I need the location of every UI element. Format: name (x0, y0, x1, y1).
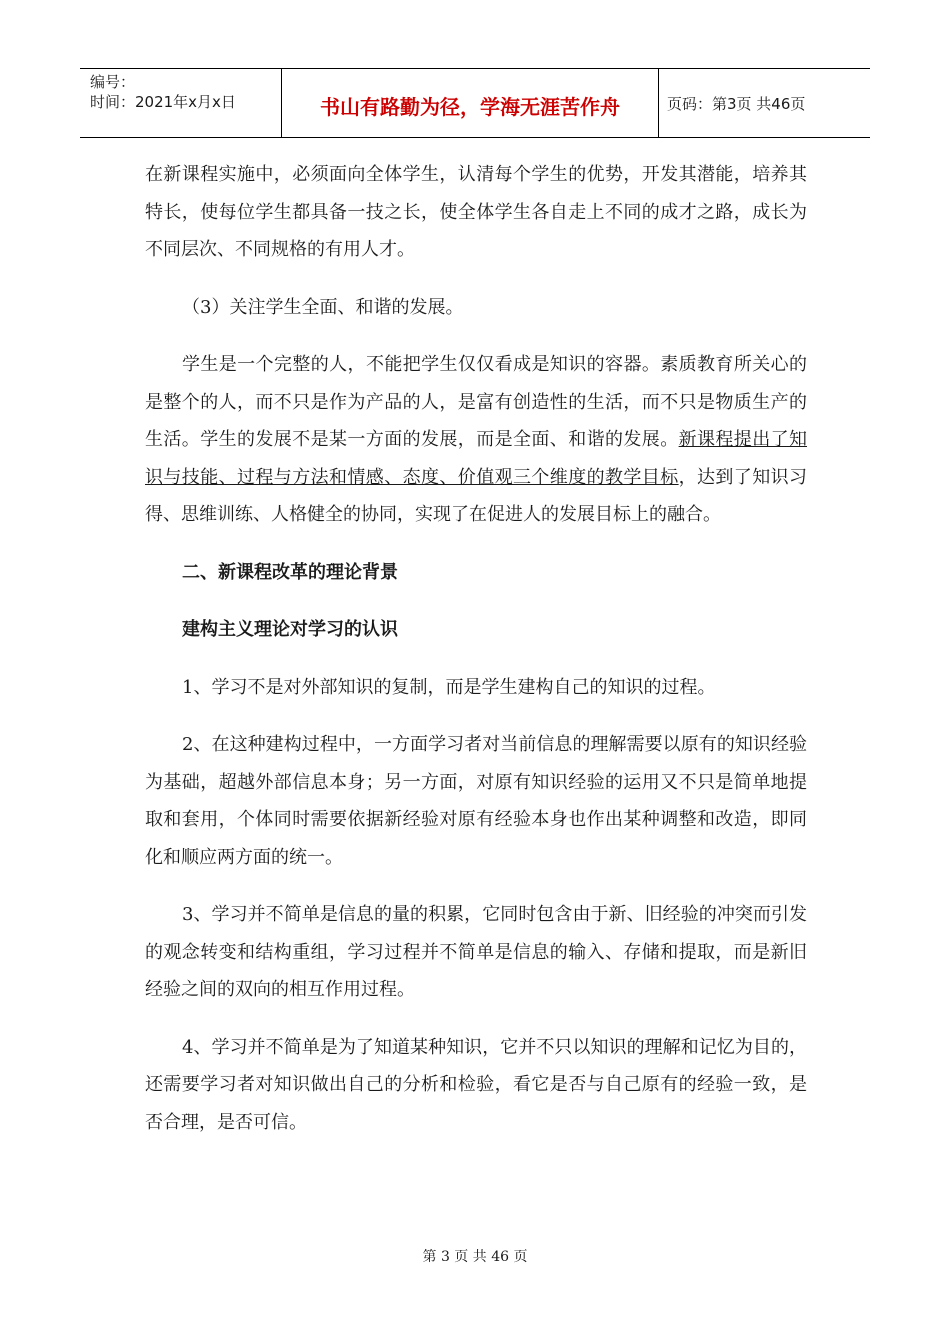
list-item-3: 3、学习并不简单是信息的量的积累，它同时包含由于新、旧经验的冲突而引发的观念转变和结构重组，学习过程并不简单是信息的输入、存储和提取，而是新旧经验之间的双向的相互作用过程。 (145, 904, 807, 1000)
paragraph-whole-person (145, 346, 807, 534)
list-item-4: 4、学习并不简单是为了知道某种知识，它并不只以知识的理解和记忆为目的，还需要学习者对知识做出自己的分析和检验，看它是否与自己原有的经验一致，是否合理，是否可信。 (145, 1036, 807, 1133)
section-heading: 二、新课程改革的理论背景 (182, 561, 398, 583)
paragraph-text: 学生是一个完整的人，不能把学生仅仅看成是知识的容器。素质教育所关心的是整个的人，而不只是作为产品的人，是富有创造性的生活，而不只是物质生产的生活。学生的发展不是某一方面的发展，而是全面、和谐的发展。 (145, 354, 807, 450)
document-date-label: 时间：2021年x月x日 (90, 93, 236, 111)
page-header (80, 68, 870, 138)
paragraph-subheading: （3）关注学生全面、和谐的发展。 (182, 296, 464, 318)
paragraph-continuation: 在新课程实施中，必须面向全体学生，认清每个学生的优势，开发其潜能，培养其特长，使每位学生都具备一技之长，使全体学生各自走上不同的成才之路，成长为不同层次、不同规格的有用人才。 (145, 164, 807, 260)
document-number-label: 编号： (90, 73, 136, 91)
header-meta-cell (80, 69, 280, 137)
subsection-heading: 建构主义理论对学习的认识 (182, 619, 398, 640)
header-motto-cell (281, 69, 659, 137)
page-footer: 第 3 页 共 46 页 (422, 1249, 528, 1265)
header-motto: 书山有路勤为径，学海无涯苦作舟 (320, 95, 620, 119)
document-body (145, 156, 807, 1161)
paragraph-text: ，达到了知识习得、思维训练、人格健全的协同，实现了在促进人的发展目标上的融合。 (145, 466, 808, 525)
header-page-cell (659, 69, 870, 137)
header-page-info: 页码：第3页 共46页 (667, 95, 806, 113)
list-item-1: 1、学习不是对外部知识的复制，而是学生建构自己的知识的过程。 (182, 676, 716, 698)
underlined-text: 新课程提出了知识与技能、过程与方法和情感、态度、价值观三个维度的教学目标 (145, 429, 808, 488)
list-item-2: 2、在这种建构过程中，一方面学习者对当前信息的理解需要以原有的知识经验为基础，超越外部信息本身；另一方面，对原有知识经验的运用又不只是简单地提取和套用，个体同时需要依据新经验对原有经验本身也作出某种调整和改造，即同化和顺应两方面的统一。 (145, 734, 807, 868)
